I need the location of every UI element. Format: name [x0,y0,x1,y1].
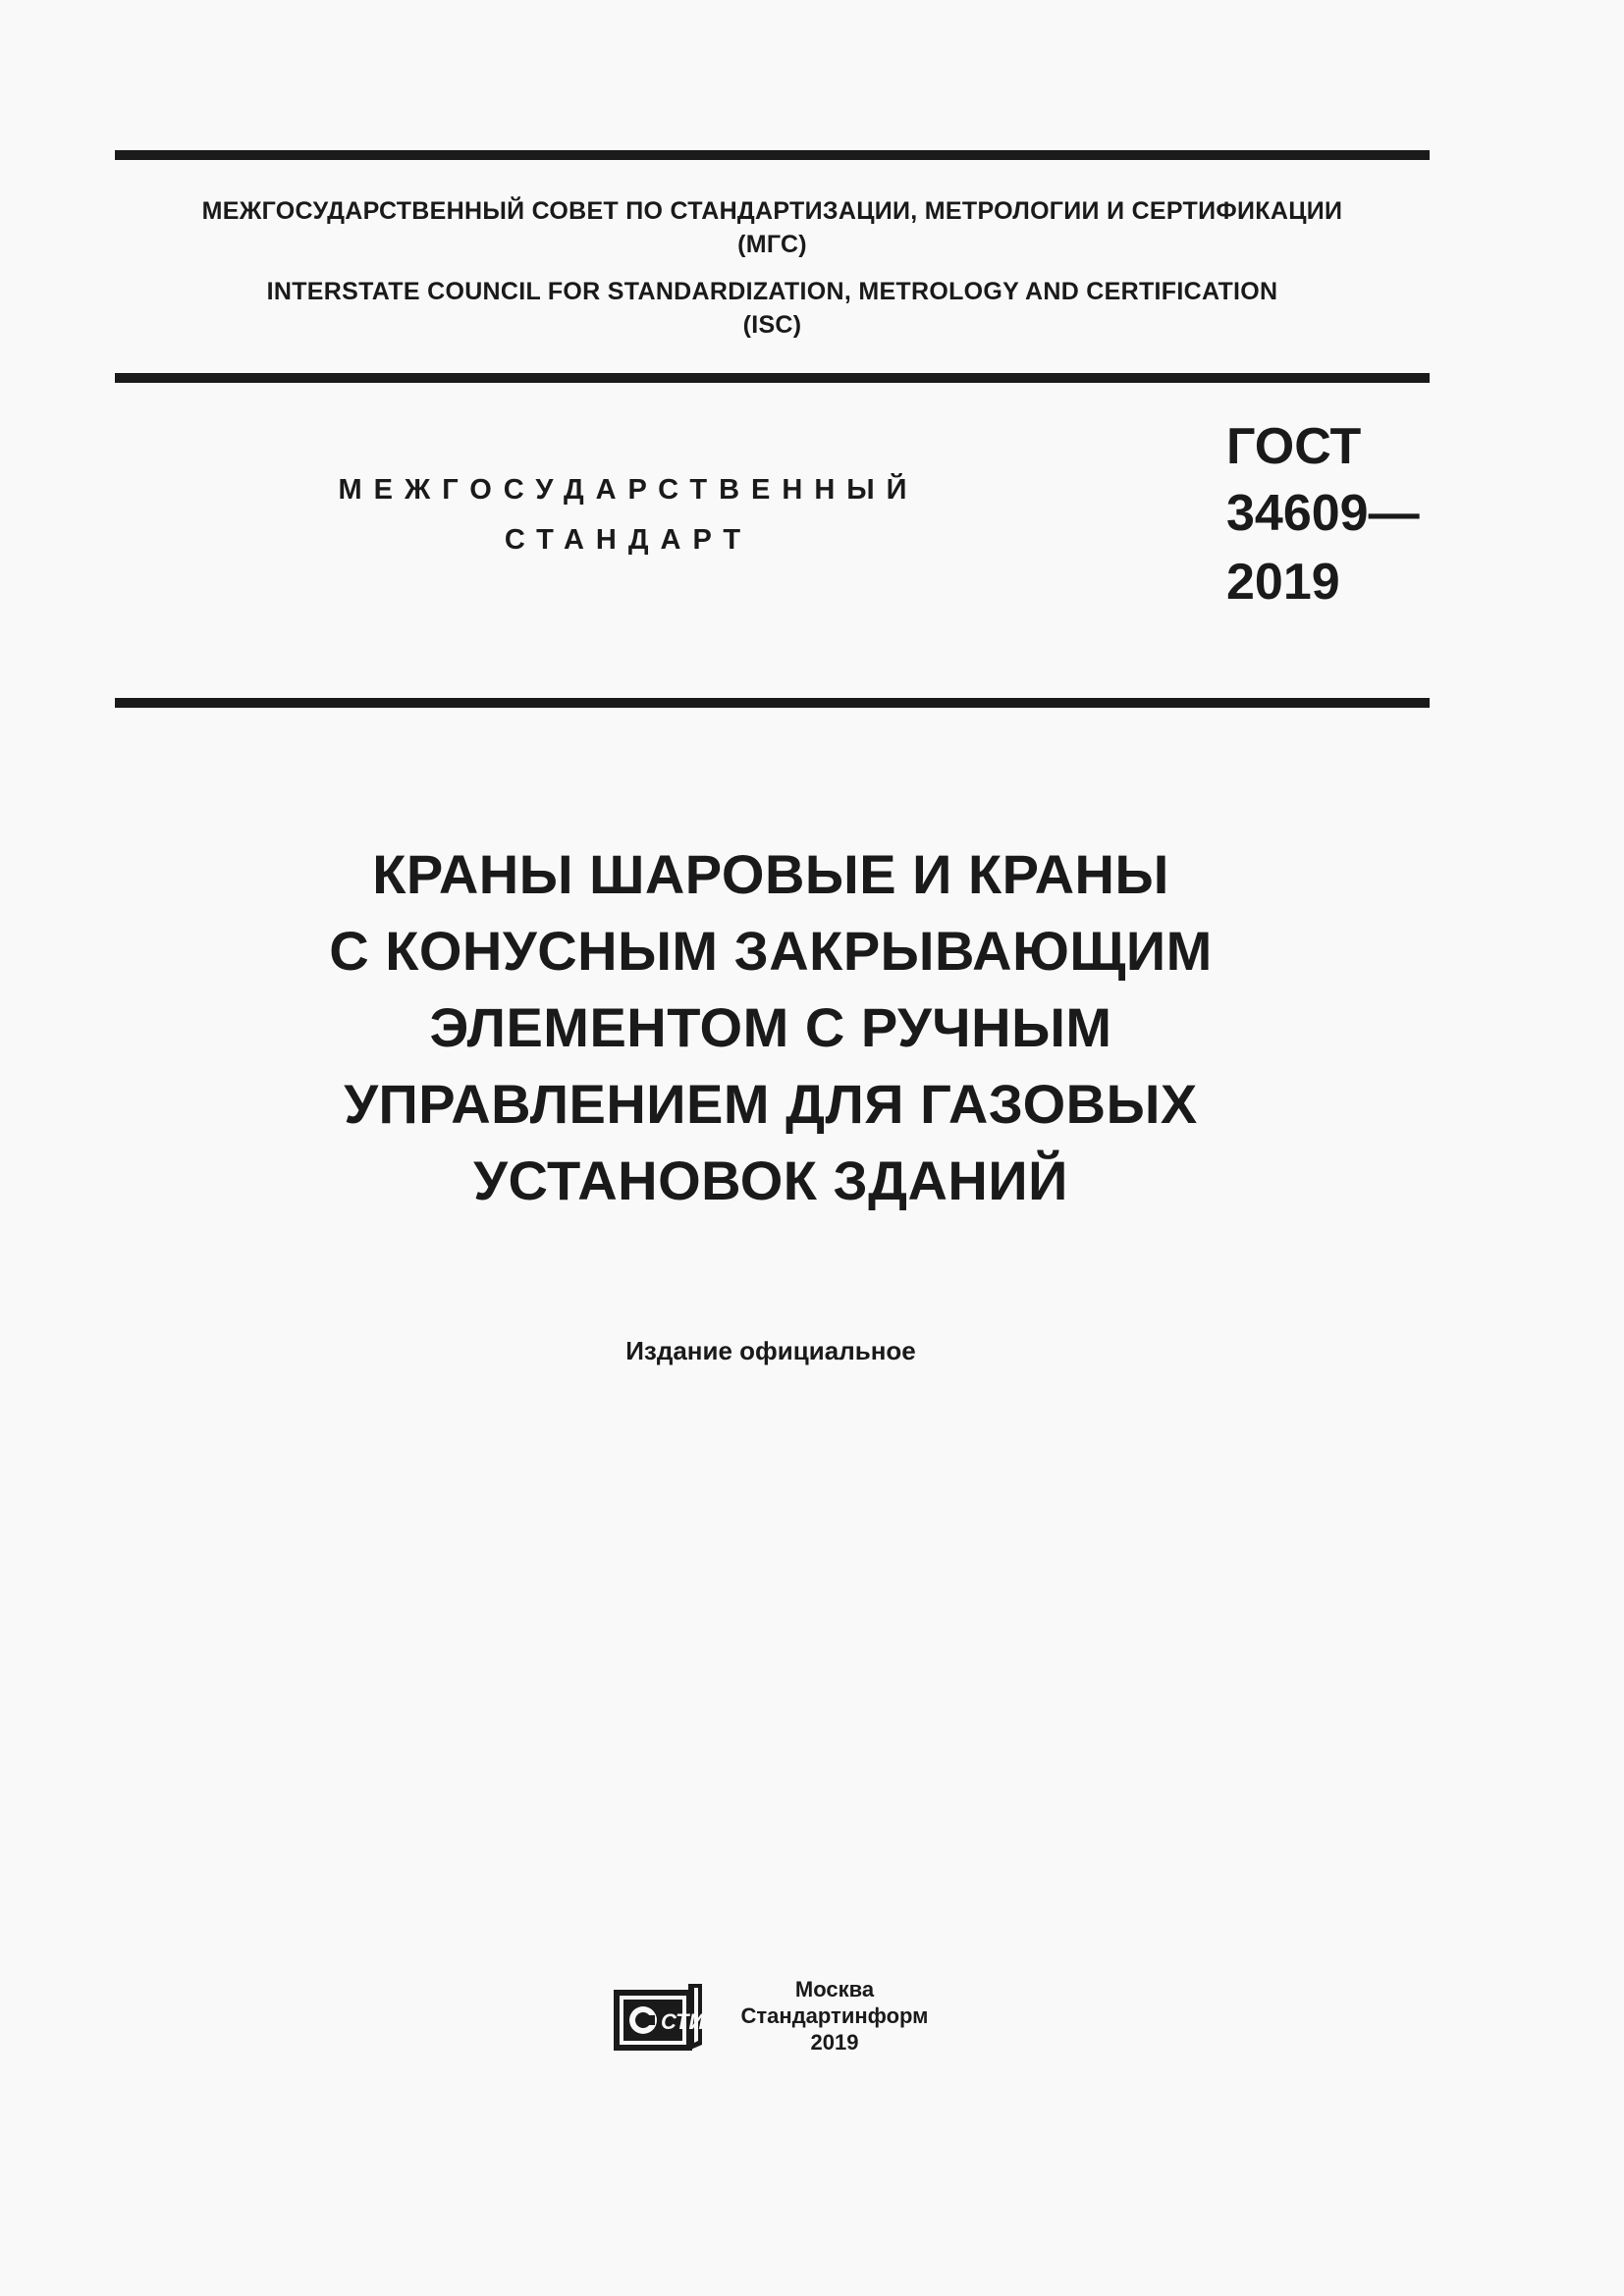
middle-rule [115,373,1430,383]
edition-note: Издание официальное [625,1336,916,1365]
title-line: С КОНУСНЫМ ЗАКРЫВАЮЩИМ [329,920,1213,982]
title-line: ЭЛЕМЕНТОМ С РУЧНЫМ [429,996,1112,1058]
standard-type-line-2: СТАНДАРТ [504,524,753,556]
publisher-info [717,1976,952,2056]
title-line: УСТАНОВОК ЗДАНИЙ [473,1149,1068,1211]
bottom-rule [115,698,1430,708]
gost-year: 2019 [1226,554,1340,611]
publisher-logo-icon [612,1980,705,2054]
top-rule [115,150,1430,160]
document-title [147,836,1394,1219]
standard-type-line-1: МЕЖГОСУДАРСТВЕННЫЙ [338,474,919,506]
council-abbr-en: (ISC) [742,311,802,339]
title-line: КРАНЫ ШАРОВЫЕ И КРАНЫ [372,843,1169,905]
council-name-ru: МЕЖГОСУДАРСТВЕННЫЙ СОВЕТ ПО СТАНДАРТИЗАЦИИ, МЕТРОЛОГИИ И СЕРТИФИКАЦИИ [201,197,1343,225]
gost-label: ГОСТ [1226,418,1362,475]
council-name-en: INTERSTATE COUNCIL FOR STANDARDIZATION, METROLOGY AND CERTIFICATION [266,278,1278,305]
logo-lettering: СТИ [661,2009,705,2034]
publisher-city: Москва [794,1977,875,2002]
publisher-name: Стандартинформ [740,2003,929,2028]
council-abbr-ru: (МГС) [737,231,807,258]
publisher-year: 2019 [810,2030,859,2055]
gost-number: 34609— [1226,485,1420,542]
title-line: УПРАВЛЕНИЕМ ДЛЯ ГАЗОВЫХ [344,1073,1198,1135]
